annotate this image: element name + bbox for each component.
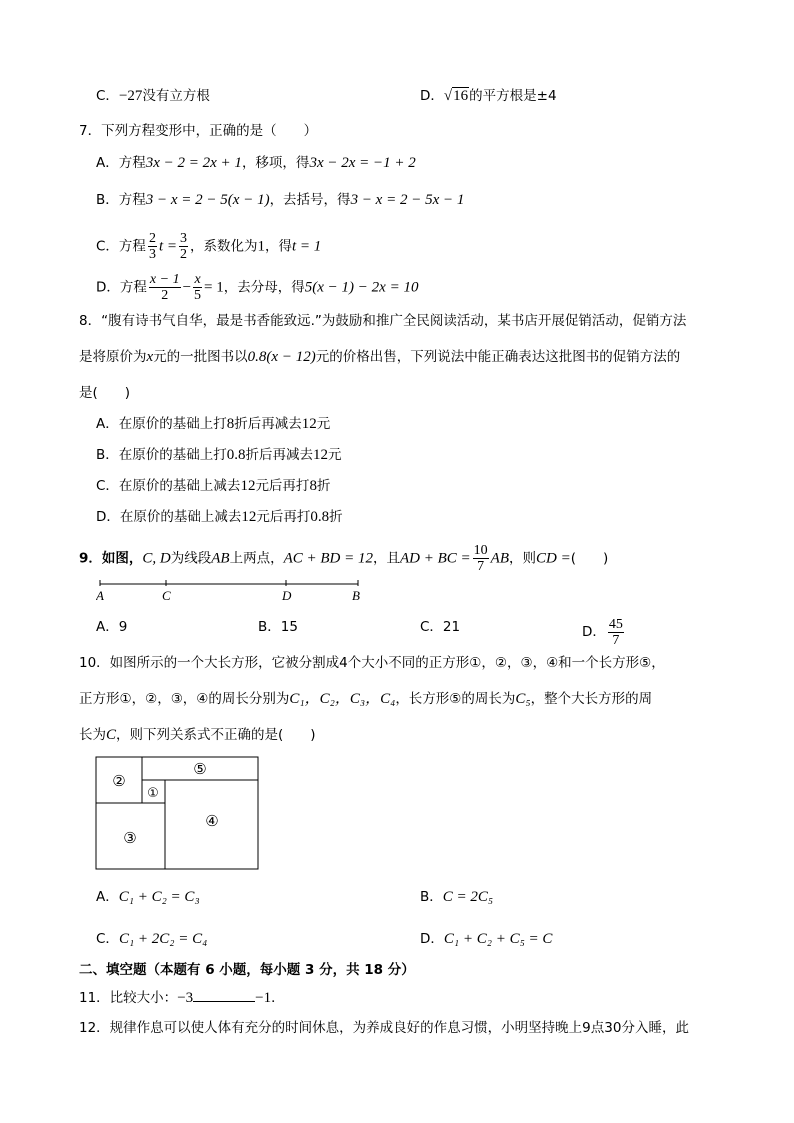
q7-option-d: D．方程 $\frac{x - 1}{2}$ − $\frac{x}{5}$ = 1，去分母，得5(x − 1) − 2x = 10 bbox=[96, 272, 419, 303]
square-4-label: ④ bbox=[205, 812, 219, 830]
q10-stem-line2: 正方形①，②，③，④的周长分别为C₁，C₂，C₃，C₄，长方形⑤的周长为C₅，整个大长方形的周 bbox=[79, 691, 653, 707]
label-b: B bbox=[352, 588, 360, 603]
q10-stem-line1: 10．如图所示的一个大长方形，它被分割成4个大小不同的正方形①，②，③，④和一个长方形⑤， bbox=[79, 655, 665, 671]
fraction: $\frac{x}{5}$ bbox=[194, 272, 202, 303]
q10-option-b: B．C = 2C₅ bbox=[420, 889, 494, 905]
q8-option-b: B．在原价的基础上打0.8折后再减去12元 bbox=[96, 447, 342, 463]
fraction: $\frac{3}{2}$ bbox=[179, 231, 187, 262]
label-d: D bbox=[282, 588, 292, 603]
q7-option-b: B．方程3 − x = 2 − 5(x − 1)，去括号，得3 − x = 2 − 5x − 1 bbox=[96, 192, 465, 208]
q9-option-a: A．9 bbox=[96, 619, 128, 635]
q12-stem-line1: 12．规律作息可以使人体有充分的时间休息，为养成良好的作息习惯，小明坚持晚上9点30分入睡，此 bbox=[79, 1020, 689, 1036]
q6-option-c: C．−27没有立方根 bbox=[96, 88, 210, 104]
section-title: 二、填空题（本题有 6 小题，每小题 3 分，共 18 分） bbox=[79, 962, 415, 978]
answer-blank[interactable] bbox=[193, 987, 255, 1002]
fraction: $\frac{2}{3}$ bbox=[148, 231, 156, 262]
label-c: C bbox=[162, 588, 171, 603]
q9-stem: 9．如图，C, D为线段AB上两点，AC + BD = 12，且AD + BC = $\frac{10}{7}$ AB，则CD =( ) bbox=[79, 543, 609, 574]
q9-option-d: D． $\frac{45}{7}$ bbox=[582, 617, 623, 648]
segment-diagram bbox=[96, 578, 366, 604]
q8-option-a: A．在原价的基础上打8折后再减去12元 bbox=[96, 416, 331, 432]
q9-option-b: B．15 bbox=[258, 619, 298, 635]
rectangle-5-label: ⑤ bbox=[193, 760, 207, 778]
q8-option-d: D．在原价的基础上减去12元后再打0.8折 bbox=[96, 509, 343, 525]
q9-option-c: C．21 bbox=[420, 619, 461, 635]
q10-stem-line3: 长为C，则下列关系式不正确的是( ) bbox=[79, 727, 316, 743]
fraction: $\frac{45}{7}$ bbox=[608, 617, 623, 648]
q10-option-c: C．C₁ + 2C₂ = C₄ bbox=[96, 931, 208, 947]
square-2-label: ② bbox=[112, 772, 126, 790]
fraction: $\frac{10}{7}$ bbox=[473, 543, 488, 574]
sqrt-symbol: √16 bbox=[443, 88, 469, 104]
q7-option-c: C．方程 $\frac{2}{3}$ t = $\frac{3}{2}$ ，系数化为1，得t = 1 bbox=[96, 231, 322, 262]
q8-option-c: C．在原价的基础上减去12元后再打8折 bbox=[96, 478, 331, 494]
q8-stem-line3: 是( ) bbox=[79, 385, 131, 401]
fraction: $\frac{x - 1}{2}$ bbox=[149, 272, 180, 303]
q6-option-d: D．√16的平方根是±4 bbox=[420, 88, 557, 104]
square-1-label: ① bbox=[147, 786, 159, 801]
q8-stem-line2: 是将原价为x元的一批图书以0.8(x − 12)元的价格出售，下列说法中能正确表达这批图书的促销方法的 bbox=[79, 349, 681, 365]
rectangle-partition-figure bbox=[95, 756, 261, 872]
q7-option-a: A．方程3x − 2 = 2x + 1，移项，得3x − 2x = −1 + 2 bbox=[96, 155, 416, 171]
q10-option-a: A．C₁ + C₂ = C₃ bbox=[96, 889, 200, 905]
q11-stem: 11．比较大小：−3 −1． bbox=[79, 987, 285, 1008]
label-a: A bbox=[96, 588, 104, 603]
q8-stem-line1: 8．“腹有诗书气自华，最是书香能致远.”为鼓励和推广全民阅读活动，某书店开展促销活动，促销方法 bbox=[79, 313, 687, 329]
q7-stem: 7．下列方程变形中，正确的是（ ） bbox=[79, 123, 318, 139]
square-3-label: ③ bbox=[123, 829, 137, 847]
q10-option-d: D．C₁ + C₂ + C₅ = C bbox=[420, 931, 553, 947]
